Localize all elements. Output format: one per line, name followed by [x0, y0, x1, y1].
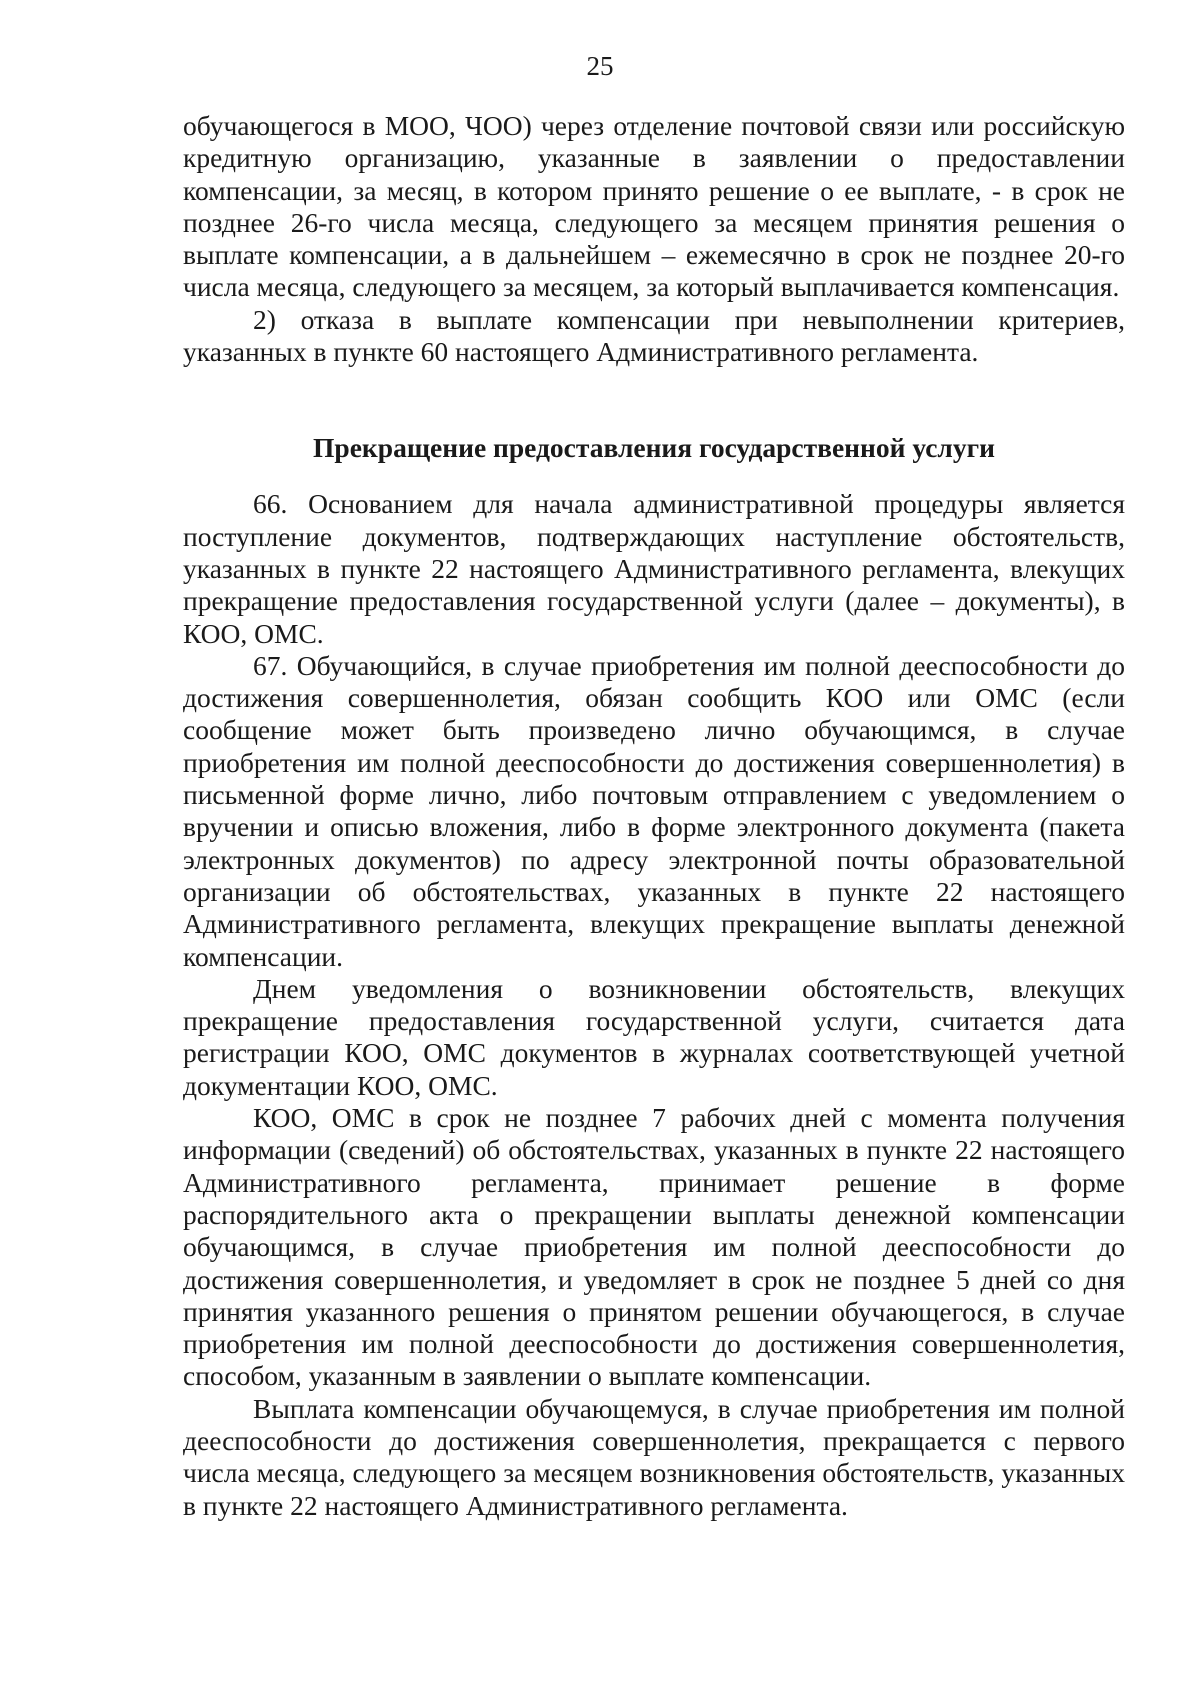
- spacer: [183, 464, 1125, 488]
- paragraph-refusal-item: 2) отказа в выплате компенсации при невыполнении критериев, указанных в пункте 60 настоящего Административного регламента.: [183, 303, 1125, 368]
- paragraph-payment-termination: Выплата компенсации обучающемуся, в случае приобретения им полной дееспособности до достижения совершеннолетия, прекращается с первого числа месяца, следующего за месяцем возникновения обстоятельств, указанных в пункте 22 настоящего Административного регламента.: [183, 1392, 1125, 1521]
- paragraph-clause-66: 66. Основанием для начала административной процедуры является поступление документов, подтверждающих наступление обстоятельств, указанных в пункте 22 настоящего Административного регламента, влекущих прекращение предоставления государственной услуги (далее – документы), в КОО, ОМС.: [183, 488, 1125, 649]
- paragraph-clause-67: 67. Обучающийся, в случае приобретения им полной дееспособности до достижения совершеннолетия, обязан сообщить КОО или ОМС (если сообщение может быть произведено лично обучающимся, в случае приобретения им полной дееспособности до достижения совершеннолетия) в письменной форме лично, либо почтовым отправлением с уведомлением о вручении и описью вложения, либо в форме электронного документа (пакета электронных документов) по адресу электронной почты образовательной организации об обстоятельствах, указанных в пункте 22 настоящего Административного регламента, влекущих прекращение выплаты денежной компенсации.: [183, 649, 1125, 972]
- document-body: [183, 110, 1125, 1522]
- paragraph-continuation: обучающегося в МОО, ЧОО) через отделение почтовой связи или российскую кредитную организацию, указанные в заявлении о предоставлении компенсации, за месяц, в котором принято решение о ее выплате, - в срок не позднее 26-го числа месяца, следующего за месяцем принятия решения о выплате компенсации, а в дальнейшем – ежемесячно в срок не позднее 20-го числа месяца, следующего за месяцем, за который выплачивается компенсация.: [183, 110, 1125, 303]
- section-heading: Прекращение предоставления государственной услуги: [313, 432, 995, 464]
- paragraph-decision: КОО, ОМС в срок не позднее 7 рабочих дней с момента получения информации (сведений) об обстоятельствах, указанных в пункте 22 настоящего Административного регламента, принимает решение в форме распорядительного акта о прекращении выплаты денежной компенсации обучающимся, в случае приобретения им полной дееспособности до достижения совершеннолетия, и уведомляет в срок не позднее 5 дней со дня принятия указанного решения о принятом решении обучающегося, в случае приобретения им полной дееспособности до достижения совершеннолетия, способом, указанным в заявлении о выплате компенсации.: [183, 1102, 1125, 1392]
- page-number: 25: [586, 51, 614, 81]
- paragraph-notification-day: Днем уведомления о возникновении обстоятельств, влекущих прекращение предоставления государственной услуги, считается дата регистрации КОО, ОМС документов в журналах соответствующей учетной документации КОО, ОМС.: [183, 972, 1125, 1101]
- spacer: [183, 368, 1125, 432]
